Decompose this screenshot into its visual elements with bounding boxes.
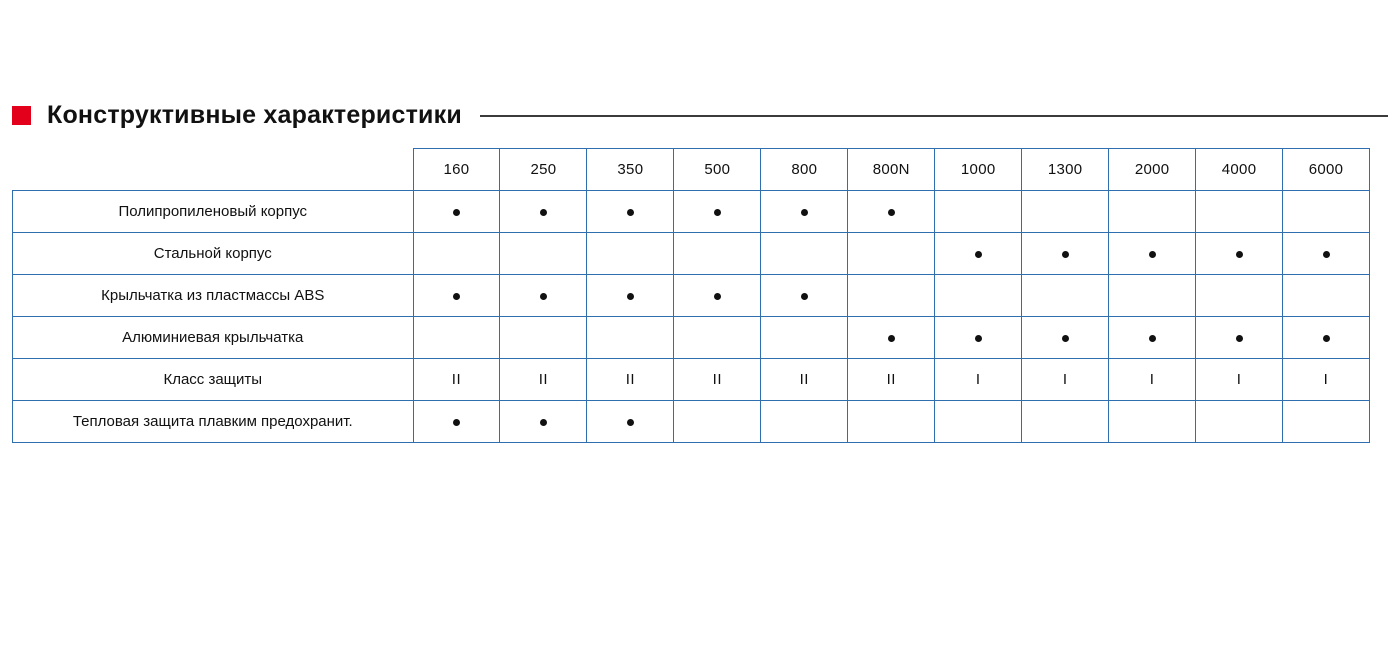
- cell-empty: [935, 191, 1022, 233]
- cell-value: II: [587, 359, 674, 401]
- column-header-4000: 4000: [1196, 149, 1283, 191]
- cell-empty: [1109, 401, 1196, 443]
- cell-dot: [587, 191, 674, 233]
- column-header-1000: 1000: [935, 149, 1022, 191]
- cell-empty: [935, 275, 1022, 317]
- table-row: [13, 275, 1370, 317]
- table-body: [13, 191, 1370, 443]
- dot-icon: [1323, 251, 1330, 258]
- cell-empty: [587, 233, 674, 275]
- cell-empty: [1196, 401, 1283, 443]
- cell-value: II: [413, 359, 500, 401]
- cell-value: I: [1283, 359, 1370, 401]
- cell-empty: [1022, 275, 1109, 317]
- column-header-1300: 1300: [1022, 149, 1109, 191]
- cell-empty: [413, 233, 500, 275]
- cell-empty: [761, 401, 848, 443]
- cell-dot: [587, 401, 674, 443]
- cell-empty: [587, 317, 674, 359]
- dot-icon: [540, 293, 547, 300]
- dot-icon: [801, 209, 808, 216]
- cell-empty: [848, 275, 935, 317]
- cell-dot: [1196, 317, 1283, 359]
- cell-empty: [1283, 191, 1370, 233]
- dot-icon: [540, 419, 547, 426]
- table-row: [13, 191, 1370, 233]
- dot-icon: [540, 209, 547, 216]
- cell-dot: [413, 275, 500, 317]
- cell-empty: [1109, 275, 1196, 317]
- cell-empty: [848, 233, 935, 275]
- cell-value: II: [674, 359, 761, 401]
- table-corner-cell: [13, 149, 414, 191]
- table-row: [13, 317, 1370, 359]
- cell-empty: [1109, 191, 1196, 233]
- cell-empty: [848, 401, 935, 443]
- cell-dot: [674, 191, 761, 233]
- column-header-500: 500: [674, 149, 761, 191]
- dot-icon: [1149, 335, 1156, 342]
- dot-icon: [714, 209, 721, 216]
- cell-empty: [674, 317, 761, 359]
- dot-icon: [1062, 335, 1069, 342]
- column-header-250: 250: [500, 149, 587, 191]
- heading-divider: [480, 115, 1388, 117]
- cell-empty: [1196, 191, 1283, 233]
- cell-dot: [587, 275, 674, 317]
- cell-dot: [413, 401, 500, 443]
- cell-empty: [674, 401, 761, 443]
- cell-empty: [500, 317, 587, 359]
- cell-dot: [1196, 233, 1283, 275]
- dot-icon: [1236, 251, 1243, 258]
- cell-dot: [1109, 233, 1196, 275]
- column-header-800N: 800N: [848, 149, 935, 191]
- row-label: Стальной корпус: [13, 233, 414, 275]
- row-label: Класс защиты: [13, 359, 414, 401]
- cell-value: II: [848, 359, 935, 401]
- cell-dot: [848, 191, 935, 233]
- cell-value: I: [1196, 359, 1283, 401]
- cell-value: II: [761, 359, 848, 401]
- cell-dot: [500, 275, 587, 317]
- dot-icon: [801, 293, 808, 300]
- cell-dot: [1022, 317, 1109, 359]
- column-header-160: 160: [413, 149, 500, 191]
- dot-icon: [1149, 251, 1156, 258]
- table-row: [13, 401, 1370, 443]
- dot-icon: [453, 209, 460, 216]
- dot-icon: [1062, 251, 1069, 258]
- column-header-350: 350: [587, 149, 674, 191]
- spec-table: [12, 148, 1370, 443]
- cell-dot: [935, 233, 1022, 275]
- dot-icon: [627, 419, 634, 426]
- cell-dot: [413, 191, 500, 233]
- row-label: Тепловая защита плавким предохранит.: [13, 401, 414, 443]
- dot-icon: [627, 293, 634, 300]
- column-header-6000: 6000: [1283, 149, 1370, 191]
- table-row: [13, 359, 1370, 401]
- cell-dot: [674, 275, 761, 317]
- cell-value: II: [500, 359, 587, 401]
- dot-icon: [888, 335, 895, 342]
- cell-empty: [1283, 275, 1370, 317]
- table-header-row: [13, 149, 1370, 191]
- row-label: Алюминиевая крыльчатка: [13, 317, 414, 359]
- cell-dot: [935, 317, 1022, 359]
- cell-empty: [1022, 401, 1109, 443]
- dot-icon: [975, 251, 982, 258]
- cell-empty: [674, 233, 761, 275]
- cell-empty: [935, 401, 1022, 443]
- column-header-800: 800: [761, 149, 848, 191]
- dot-icon: [1323, 335, 1330, 342]
- dot-icon: [888, 209, 895, 216]
- square-bullet-icon: [12, 106, 31, 125]
- row-label: Крыльчатка из пластмассы ABS: [13, 275, 414, 317]
- cell-value: I: [1109, 359, 1196, 401]
- dot-icon: [1236, 335, 1243, 342]
- cell-dot: [1109, 317, 1196, 359]
- cell-empty: [761, 233, 848, 275]
- page-title: Конструктивные характеристики: [47, 100, 462, 129]
- row-label: Полипропиленовый корпус: [13, 191, 414, 233]
- cell-value: I: [1022, 359, 1109, 401]
- dot-icon: [714, 293, 721, 300]
- dot-icon: [453, 293, 460, 300]
- cell-dot: [1283, 233, 1370, 275]
- section-heading: [12, 98, 1388, 132]
- cell-dot: [500, 191, 587, 233]
- cell-empty: [413, 317, 500, 359]
- cell-empty: [500, 233, 587, 275]
- spec-table-container: [12, 148, 1370, 443]
- dot-icon: [627, 209, 634, 216]
- cell-dot: [500, 401, 587, 443]
- cell-empty: [1196, 275, 1283, 317]
- cell-dot: [848, 317, 935, 359]
- cell-value: I: [935, 359, 1022, 401]
- cell-dot: [761, 191, 848, 233]
- dot-icon: [975, 335, 982, 342]
- cell-empty: [1283, 401, 1370, 443]
- cell-dot: [761, 275, 848, 317]
- cell-dot: [1283, 317, 1370, 359]
- table-header: [13, 149, 1370, 191]
- cell-dot: [1022, 233, 1109, 275]
- cell-empty: [761, 317, 848, 359]
- cell-empty: [1022, 191, 1109, 233]
- dot-icon: [453, 419, 460, 426]
- table-row: [13, 233, 1370, 275]
- column-header-2000: 2000: [1109, 149, 1196, 191]
